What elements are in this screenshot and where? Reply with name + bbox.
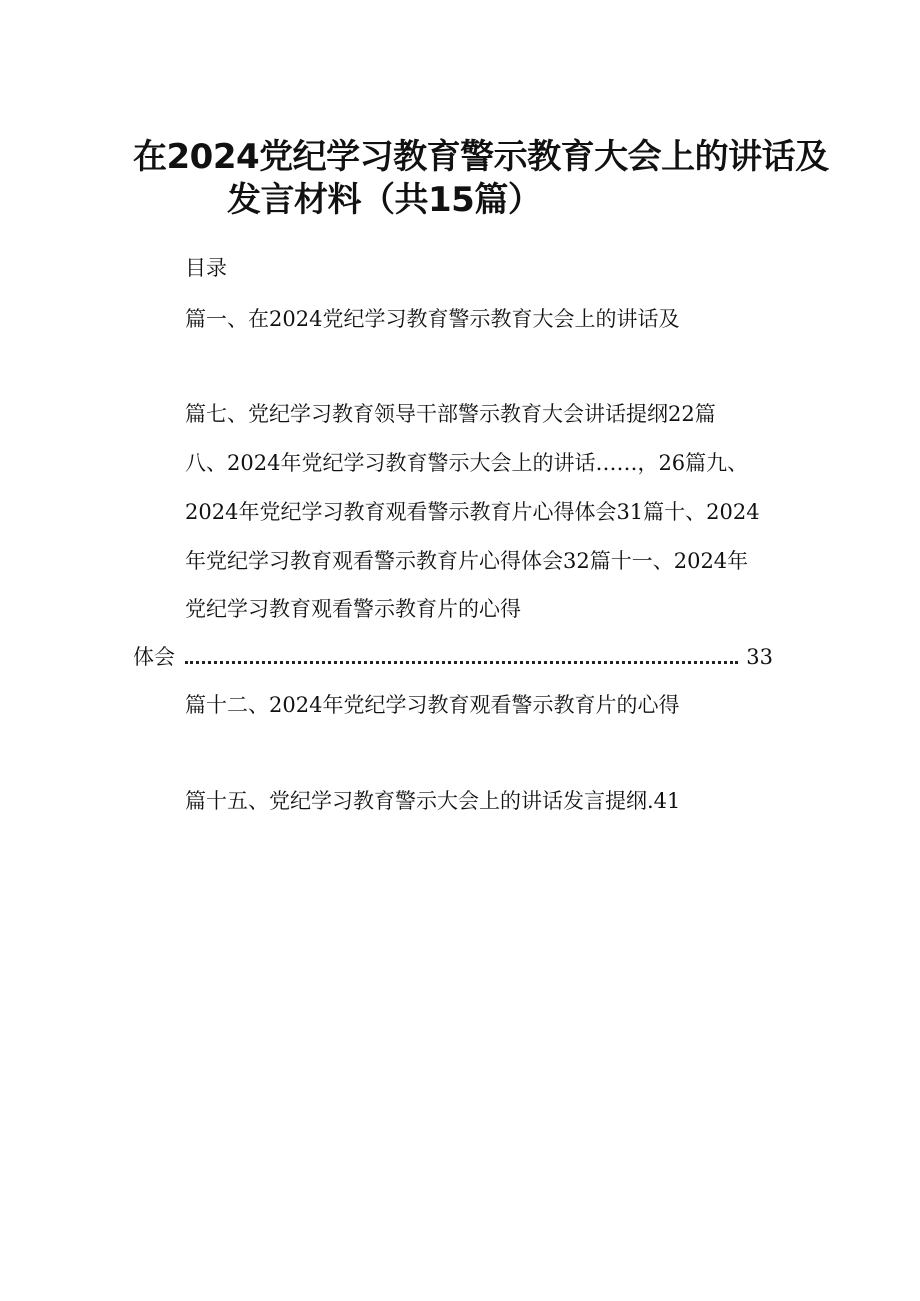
- toc-entry: 篇十五、党纪学习教育警示大会上的讲话发言提纲.41: [185, 789, 681, 813]
- toc-entry: 篇一、在2024党纪学习教育警示教育大会上的讲话及: [185, 307, 680, 331]
- toc-heading: 目录: [185, 256, 227, 280]
- toc-entry: 年党纪学习教育观看警示教育片心得体会32篇十一、2024年: [185, 549, 749, 573]
- document-title-line-2: 发言材料（共15篇）: [227, 180, 542, 220]
- toc-entry: 篇七、党纪学习教育领导干部警示教育大会讲话提纲22篇: [185, 402, 716, 426]
- dot-leader: [185, 661, 738, 664]
- toc-entry: 八、2024年党纪学习教育警示大会上的讲话……，26篇九、: [185, 451, 749, 475]
- toc-entry: 2024年党纪学习教育观看警示教育片心得体会31篇十、2024: [185, 500, 760, 524]
- toc-leader-label: 体会: [133, 645, 175, 669]
- toc-entry: 党纪学习教育观看警示教育片的心得: [185, 597, 521, 621]
- toc-leader-entry: [133, 643, 773, 671]
- document-title-line-1: 在2024党纪学习教育警示教育大会上的讲话及: [133, 137, 829, 177]
- toc-entry: 篇十二、2024年党纪学习教育观看警示教育片的心得: [185, 693, 680, 717]
- toc-page-number: 33: [746, 645, 773, 669]
